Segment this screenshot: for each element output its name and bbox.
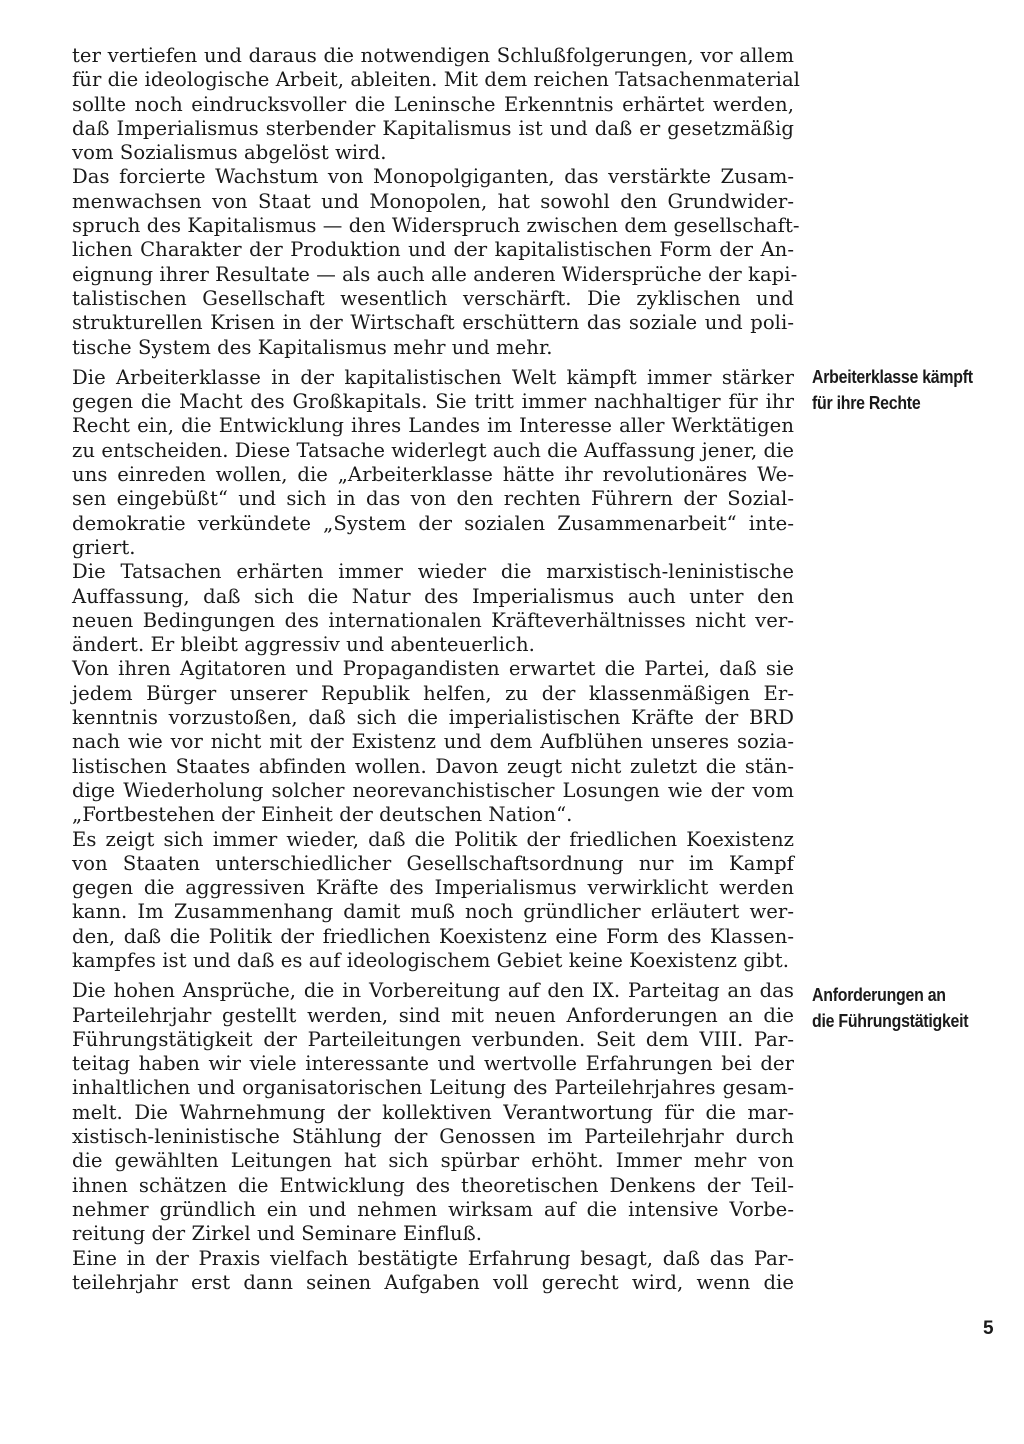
text-line: xistisch-leninistische Stählung der Genossen im Parteilehrjahr durch: [72, 1125, 794, 1149]
text-line: sen eingebüßt“ und sich in das von den rechten Führern der Sozial-: [72, 487, 794, 511]
text-line: inhaltlichen und organisatorischen Leitung des Parteilehrjahres gesam-: [72, 1076, 794, 1100]
text-line: kenntnis vorzustoßen, daß sich die imperialistischen Kräfte der BRD: [72, 706, 794, 730]
text-line: kampfes ist und daß es auf ideologischem Gebiet keine Koexistenz gibt.: [72, 948, 789, 972]
margin-note-line: die Führungstätigkeit: [812, 1010, 969, 1031]
text-line: reitung der Zirkel und Seminare Einfluß.: [72, 1222, 483, 1246]
text-line: Die Arbeiterklasse in der kapitalistischen Welt kämpft immer stärker: [72, 365, 794, 389]
margin-note-workers-struggle: [812, 364, 975, 416]
text-line: teilehrjahr erst dann seinen Aufgaben voll gerecht wird, wenn die: [72, 1270, 794, 1294]
text-line: Von ihren Agitatoren und Propagandisten erwartet die Partei, daß sie: [72, 657, 794, 681]
text-line: griert.: [72, 535, 136, 559]
text-line: demokratie verkündete „System der sozialen Zusammenarbeit“ inte-: [72, 511, 794, 535]
text-line: von Staaten unterschiedlicher Gesellschaftsordnung nur im Kampf: [72, 851, 794, 875]
text-line: Führungstätigkeit der Parteileitungen verbunden. Seit dem VIII. Par-: [72, 1027, 794, 1051]
margin-note-leadership-requirements: [812, 982, 975, 1034]
text-line: Auffassung, daß sich die Natur des Imperialismus auch unter den: [72, 584, 794, 608]
text-line: neuen Bedingungen des internationalen Kräfteverhältnisses nicht ver-: [72, 608, 794, 632]
text-line: ändert. Er bleibt aggressiv und abenteuerlich.: [72, 633, 535, 657]
text-line: ihnen schätzen die Entwicklung des theoretischen Denkens der Teil-: [72, 1173, 794, 1197]
text-line: teitag haben wir viele interessante und wertvolle Erfahrungen bei der: [72, 1052, 794, 1076]
text-line: Das forcierte Wachstum von Monopolgiganten, das verstärkte Zusam-: [72, 165, 794, 189]
text-line: vom Sozialismus abgelöst wird.: [72, 141, 387, 165]
margin-note-line: für ihre Rechte: [812, 392, 921, 413]
text-line: uns einreden wollen, die „Arbeiterklasse hätte ihr revolutionäres We-: [72, 463, 794, 487]
text-line: nach wie vor nicht mit der Existenz und dem Aufblühen unseres sozia-: [72, 730, 794, 754]
body-text-column: [72, 44, 800, 1295]
text-line: talistischen Gesellschaft wesentlich verschärft. Die zyklischen und: [72, 286, 794, 310]
text-line: listischen Staates abfinden wollen. Davon zeugt nicht zuletzt die stän-: [72, 754, 794, 778]
text-line: „Fortbestehen der Einheit der deutschen Nation“.: [72, 803, 573, 827]
text-line: lichen Charakter der Produktion und der kapitalistischen Form der An-: [72, 238, 794, 262]
margin-note-line: Arbeiterklasse kämpft: [812, 366, 973, 387]
text-line: ter vertiefen und daraus die notwendigen Schlußfolgerungen, vor allem: [72, 44, 794, 67]
text-line: Eine in der Praxis vielfach bestätigte Erfahrung besagt, daß das Par-: [72, 1246, 794, 1270]
page-number: 5: [983, 1318, 994, 1339]
text-line: strukturellen Krisen in der Wirtschaft erschüttern das soziale und poli-: [72, 311, 794, 335]
text-line: Recht ein, die Entwicklung ihres Landes im Interesse aller Werktätigen: [72, 414, 794, 438]
text-line: die gewählten Leitungen hat sich spürbar erhöht. Immer mehr von: [72, 1149, 794, 1173]
text-line: kann. Im Zusammenhang damit muß noch gründlicher erläutert wer-: [72, 900, 794, 924]
text-line: tische System des Kapitalismus mehr und mehr.: [72, 335, 553, 359]
text-line: gegen die Macht des Großkapitals. Sie tritt immer nachhaltiger für ihr: [72, 390, 794, 414]
text-line: melt. Die Wahrnehmung der kollektiven Verantwortung für die mar-: [72, 1100, 794, 1124]
text-line: menwachsen von Staat und Monopolen, hat sowohl den Grundwider-: [72, 189, 794, 213]
text-line: dige Wiederholung solcher neorevanchistischer Losungen wie der vom: [72, 778, 794, 802]
text-line: für die ideologische Arbeit, ableiten. Mit dem reichen Tatsachenmaterial: [72, 68, 800, 92]
text-line: jedem Bürger unserer Republik helfen, zu der klassenmäßigen Er-: [72, 681, 794, 705]
text-line: gegen die aggressiven Kräfte des Imperialismus verwirklicht werden: [72, 876, 794, 900]
text-line: den, daß die Politik der friedlichen Koexistenz eine Form des Klassen-: [72, 924, 794, 948]
text-line: Parteilehrjahr gestellt werden, sind mit neuen Anforderungen an die: [72, 1003, 794, 1027]
text-line: daß Imperialismus sterbender Kapitalismus ist und daß er gesetzmäßig: [72, 116, 794, 140]
text-line: Es zeigt sich immer wieder, daß die Politik der friedlichen Koexistenz: [72, 827, 794, 851]
text-line: zu entscheiden. Diese Tatsache widerlegt auch die Auffassung jener, die: [72, 438, 795, 462]
text-line: nehmer gründlich ein und nehmen wirksam auf die intensive Vorbe-: [72, 1197, 794, 1221]
margin-note-line: Anforderungen an: [812, 984, 946, 1005]
text-line: sollte noch eindrucksvoller die Leninsche Erkenntnis erhärtet werden,: [72, 92, 794, 116]
text-line: spruch des Kapitalismus — den Widerspruch zwischen dem gesellschaft-: [72, 214, 800, 238]
text-line: Die hohen Ansprüche, die in Vorbereitung auf den IX. Parteitag an das: [72, 979, 794, 1003]
text-line: Die Tatsachen erhärten immer wieder die marxistisch-leninistische: [72, 560, 794, 584]
text-line: eignung ihrer Resultate — als auch alle anderen Widersprüche der kapi-: [72, 262, 798, 286]
